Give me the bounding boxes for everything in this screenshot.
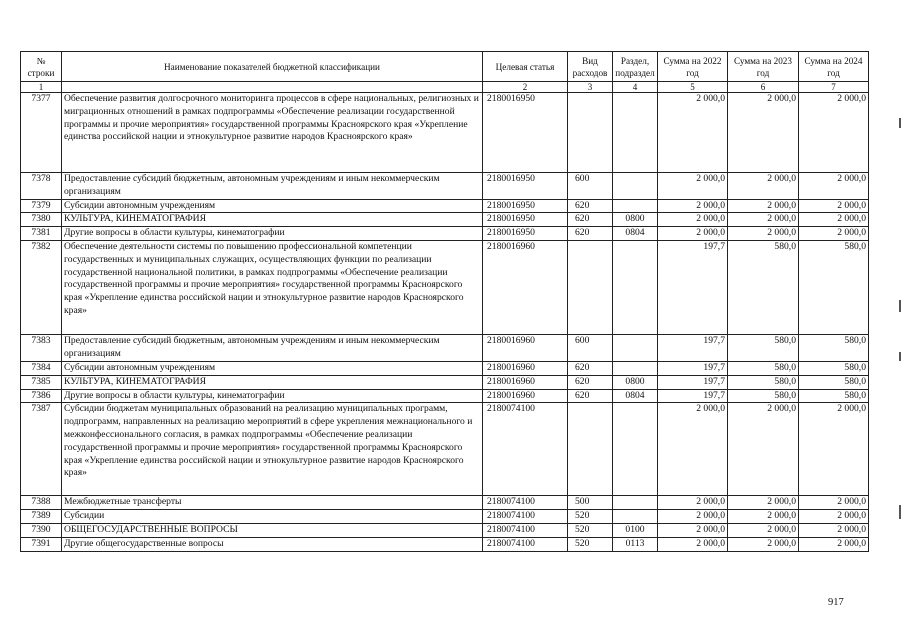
target-article-cell: 2180016950	[483, 173, 568, 200]
sum-2024-cell: 2 000,0	[799, 199, 869, 213]
sum-2022-cell: 2 000,0	[658, 173, 728, 200]
table-row	[21, 523, 869, 537]
scan-edge-mark	[899, 505, 901, 519]
section-cell	[613, 199, 658, 213]
sum-2022-cell: 2 000,0	[658, 227, 728, 241]
sum-2022-cell: 197,7	[658, 375, 728, 389]
target-article-cell: 2180016950	[483, 213, 568, 227]
header-name: Наименование показателей бюджетной классификации	[62, 52, 483, 82]
section-cell	[613, 240, 658, 334]
table-row	[21, 334, 869, 361]
target-article-cell: 2180074100	[483, 496, 568, 510]
table-row	[21, 213, 869, 227]
sum-2023-cell: 580,0	[728, 361, 799, 375]
expense-type-cell: 500	[568, 496, 613, 510]
row-name-cell: ОБЩЕГОСУДАРСТВЕННЫЕ ВОПРОСЫ	[62, 523, 483, 537]
page-number: 917	[828, 597, 844, 608]
column-number-3: 3	[568, 82, 613, 93]
table-row	[21, 240, 869, 334]
row-number-cell: 7390	[21, 523, 62, 537]
row-name-cell: Предоставление субсидий бюджетным, автономным учреждениям и иным некоммерческим организациям	[62, 334, 483, 361]
expense-type-cell: 600	[568, 173, 613, 200]
target-article-cell: 2180016960	[483, 334, 568, 361]
sum-2022-cell: 2 000,0	[658, 403, 728, 496]
target-article-cell: 2180074100	[483, 537, 568, 551]
sum-2022-cell: 197,7	[658, 240, 728, 334]
sum-2023-cell: 2 000,0	[728, 510, 799, 524]
expense-type-cell: 620	[568, 375, 613, 389]
sum-2022-cell: 2 000,0	[658, 199, 728, 213]
header-sum-2024: Сумма на 2024 год	[799, 52, 869, 82]
budget-classification-table	[20, 51, 869, 552]
row-name-cell: Субсидии автономным учреждениям	[62, 361, 483, 375]
section-cell	[613, 496, 658, 510]
row-number-cell: 7382	[21, 240, 62, 334]
row-number-cell: 7391	[21, 537, 62, 551]
header-section: Раздел, подраздел	[613, 52, 658, 82]
sum-2022-cell: 197,7	[658, 361, 728, 375]
table-row	[21, 496, 869, 510]
target-article-cell: 2180074100	[483, 523, 568, 537]
section-cell: 0800	[613, 213, 658, 227]
sum-2023-cell: 580,0	[728, 334, 799, 361]
sum-2022-cell: 2 000,0	[658, 93, 728, 173]
section-cell: 0804	[613, 227, 658, 241]
table-row	[21, 361, 869, 375]
table-row	[21, 227, 869, 241]
sum-2023-cell: 2 000,0	[728, 496, 799, 510]
sum-2023-cell: 2 000,0	[728, 213, 799, 227]
row-number-cell: 7383	[21, 334, 62, 361]
sum-2022-cell: 2 000,0	[658, 537, 728, 551]
row-name-cell: Субсидии бюджетам муниципальных образований на реализацию муниципальных программ, подпрограмм, направленных на реализацию мероприятий в сфере укрепления межнационального и межконфессионального согласия, в рамках подпрограммы «Обеспечение реализации государственной программы и прочие мероприятия» государственной программы Красноярского края «Укрепление единства российской нации и этнокультурное развитие народов Красноярского края»	[62, 403, 483, 496]
section-cell: 0800	[613, 375, 658, 389]
table-row	[21, 93, 869, 173]
sum-2024-cell: 2 000,0	[799, 510, 869, 524]
sum-2024-cell: 2 000,0	[799, 173, 869, 200]
row-number-cell: 7381	[21, 227, 62, 241]
table-row	[21, 537, 869, 551]
expense-type-cell: 620	[568, 227, 613, 241]
row-name-cell: Субсидии	[62, 510, 483, 524]
sum-2023-cell: 2 000,0	[728, 523, 799, 537]
sum-2022-cell: 2 000,0	[658, 213, 728, 227]
row-name-cell: Обеспечение деятельности системы по повышению профессиональной компетенции государственных и муниципальных служащих, осуществляющих функции по реализации государственной национальной политики, в рамках подпрограммы «Обеспечение реализации государственной программы и прочие мероприятия» государственной программы Красноярского края «Укрепление единства российской нации и этнокультурное развитие народов Красноярского края»	[62, 240, 483, 334]
row-name-cell: Обеспечение развития долгосрочного мониторинга процессов в сфере национальных, религиозных и миграционных отношений в рамках подпрограммы «Обеспечение реализации государственной программы и прочие мероприятия» государственной программы Красноярского края «Укрепление единства российской нации и этнокультурное развитие народов Красноярского края»	[62, 93, 483, 173]
sum-2023-cell: 2 000,0	[728, 93, 799, 173]
column-number-2: 2	[483, 82, 568, 93]
header-row-number: № строки	[21, 52, 62, 82]
sum-2024-cell: 2 000,0	[799, 403, 869, 496]
section-cell: 0804	[613, 389, 658, 403]
sum-2022-cell: 2 000,0	[658, 523, 728, 537]
table-row	[21, 403, 869, 496]
sum-2024-cell: 580,0	[799, 240, 869, 334]
sum-2024-cell: 2 000,0	[799, 93, 869, 173]
table-row	[21, 510, 869, 524]
column-number-4: 4	[613, 82, 658, 93]
sum-2023-cell: 2 000,0	[728, 403, 799, 496]
row-name-cell: Другие вопросы в области культуры, кинематографии	[62, 389, 483, 403]
scan-edge-mark	[899, 352, 901, 361]
sum-2024-cell: 2 000,0	[799, 227, 869, 241]
table-row	[21, 375, 869, 389]
column-number-7: 7	[799, 82, 869, 93]
row-number-cell: 7378	[21, 173, 62, 200]
sum-2023-cell: 580,0	[728, 375, 799, 389]
header-sum-2022: Сумма на 2022 год	[658, 52, 728, 82]
expense-type-cell: 600	[568, 334, 613, 361]
target-article-cell: 2180074100	[483, 403, 568, 496]
section-cell	[613, 93, 658, 173]
row-number-cell: 7389	[21, 510, 62, 524]
table-body	[21, 93, 869, 552]
section-cell	[613, 403, 658, 496]
row-name-cell: КУЛЬТУРА, КИНЕМАТОГРАФИЯ	[62, 213, 483, 227]
row-number-cell: 7377	[21, 93, 62, 173]
row-number-cell: 7384	[21, 361, 62, 375]
sum-2023-cell: 2 000,0	[728, 227, 799, 241]
row-number-cell: 7385	[21, 375, 62, 389]
row-name-cell: Другие вопросы в области культуры, кинематографии	[62, 227, 483, 241]
section-cell: 0113	[613, 537, 658, 551]
section-cell	[613, 173, 658, 200]
sum-2022-cell: 2 000,0	[658, 496, 728, 510]
column-number-blank	[62, 82, 483, 93]
sum-2022-cell: 197,7	[658, 389, 728, 403]
sum-2023-cell: 580,0	[728, 389, 799, 403]
row-number-cell: 7379	[21, 199, 62, 213]
target-article-cell: 2180016950	[483, 227, 568, 241]
expense-type-cell	[568, 240, 613, 334]
sum-2023-cell: 2 000,0	[728, 199, 799, 213]
target-article-cell: 2180016960	[483, 361, 568, 375]
section-cell	[613, 510, 658, 524]
table-header	[21, 52, 869, 93]
row-name-cell: Субсидии автономным учреждениям	[62, 199, 483, 213]
sum-2024-cell: 580,0	[799, 375, 869, 389]
column-number-row	[21, 82, 869, 93]
expense-type-cell: 520	[568, 537, 613, 551]
row-name-cell: Межбюджетные трансферты	[62, 496, 483, 510]
expense-type-cell: 620	[568, 199, 613, 213]
expense-type-cell: 520	[568, 523, 613, 537]
budget-table-sheet	[20, 51, 868, 552]
expense-type-cell: 620	[568, 389, 613, 403]
column-number-6: 6	[728, 82, 799, 93]
header-sum-2023: Сумма на 2023 год	[728, 52, 799, 82]
expense-type-cell	[568, 93, 613, 173]
row-name-cell: КУЛЬТУРА, КИНЕМАТОГРАФИЯ	[62, 375, 483, 389]
row-number-cell: 7380	[21, 213, 62, 227]
table-row	[21, 389, 869, 403]
target-article-cell: 2180016950	[483, 199, 568, 213]
column-number-1: 1	[21, 82, 62, 93]
sum-2024-cell: 580,0	[799, 389, 869, 403]
target-article-cell: 2180016960	[483, 389, 568, 403]
scan-edge-mark	[899, 118, 901, 128]
sum-2023-cell: 580,0	[728, 240, 799, 334]
sum-2024-cell: 580,0	[799, 334, 869, 361]
expense-type-cell	[568, 403, 613, 496]
row-name-cell: Предоставление субсидий бюджетным, автономным учреждениям и иным некоммерческим организациям	[62, 173, 483, 200]
table-row	[21, 173, 869, 200]
row-number-cell: 7386	[21, 389, 62, 403]
sum-2024-cell: 2 000,0	[799, 496, 869, 510]
row-number-cell: 7387	[21, 403, 62, 496]
row-number-cell: 7388	[21, 496, 62, 510]
section-cell	[613, 334, 658, 361]
row-name-cell: Другие общегосударственные вопросы	[62, 537, 483, 551]
sum-2024-cell: 2 000,0	[799, 523, 869, 537]
expense-type-cell: 620	[568, 213, 613, 227]
expense-type-cell: 620	[568, 361, 613, 375]
scan-edge-mark	[899, 300, 901, 312]
target-article-cell: 2180016950	[483, 93, 568, 173]
sum-2024-cell: 2 000,0	[799, 537, 869, 551]
sum-2023-cell: 2 000,0	[728, 173, 799, 200]
section-cell: 0100	[613, 523, 658, 537]
sum-2022-cell: 197,7	[658, 334, 728, 361]
column-number-5: 5	[658, 82, 728, 93]
expense-type-cell: 520	[568, 510, 613, 524]
target-article-cell: 2180016960	[483, 240, 568, 334]
sum-2022-cell: 2 000,0	[658, 510, 728, 524]
table-row	[21, 199, 869, 213]
header-target-article: Целевая статья	[483, 52, 568, 82]
target-article-cell: 2180074100	[483, 510, 568, 524]
target-article-cell: 2180016960	[483, 375, 568, 389]
sum-2023-cell: 2 000,0	[728, 537, 799, 551]
sum-2024-cell: 2 000,0	[799, 213, 869, 227]
sum-2024-cell: 580,0	[799, 361, 869, 375]
header-expense-type: Вид расходов	[568, 52, 613, 82]
section-cell	[613, 361, 658, 375]
